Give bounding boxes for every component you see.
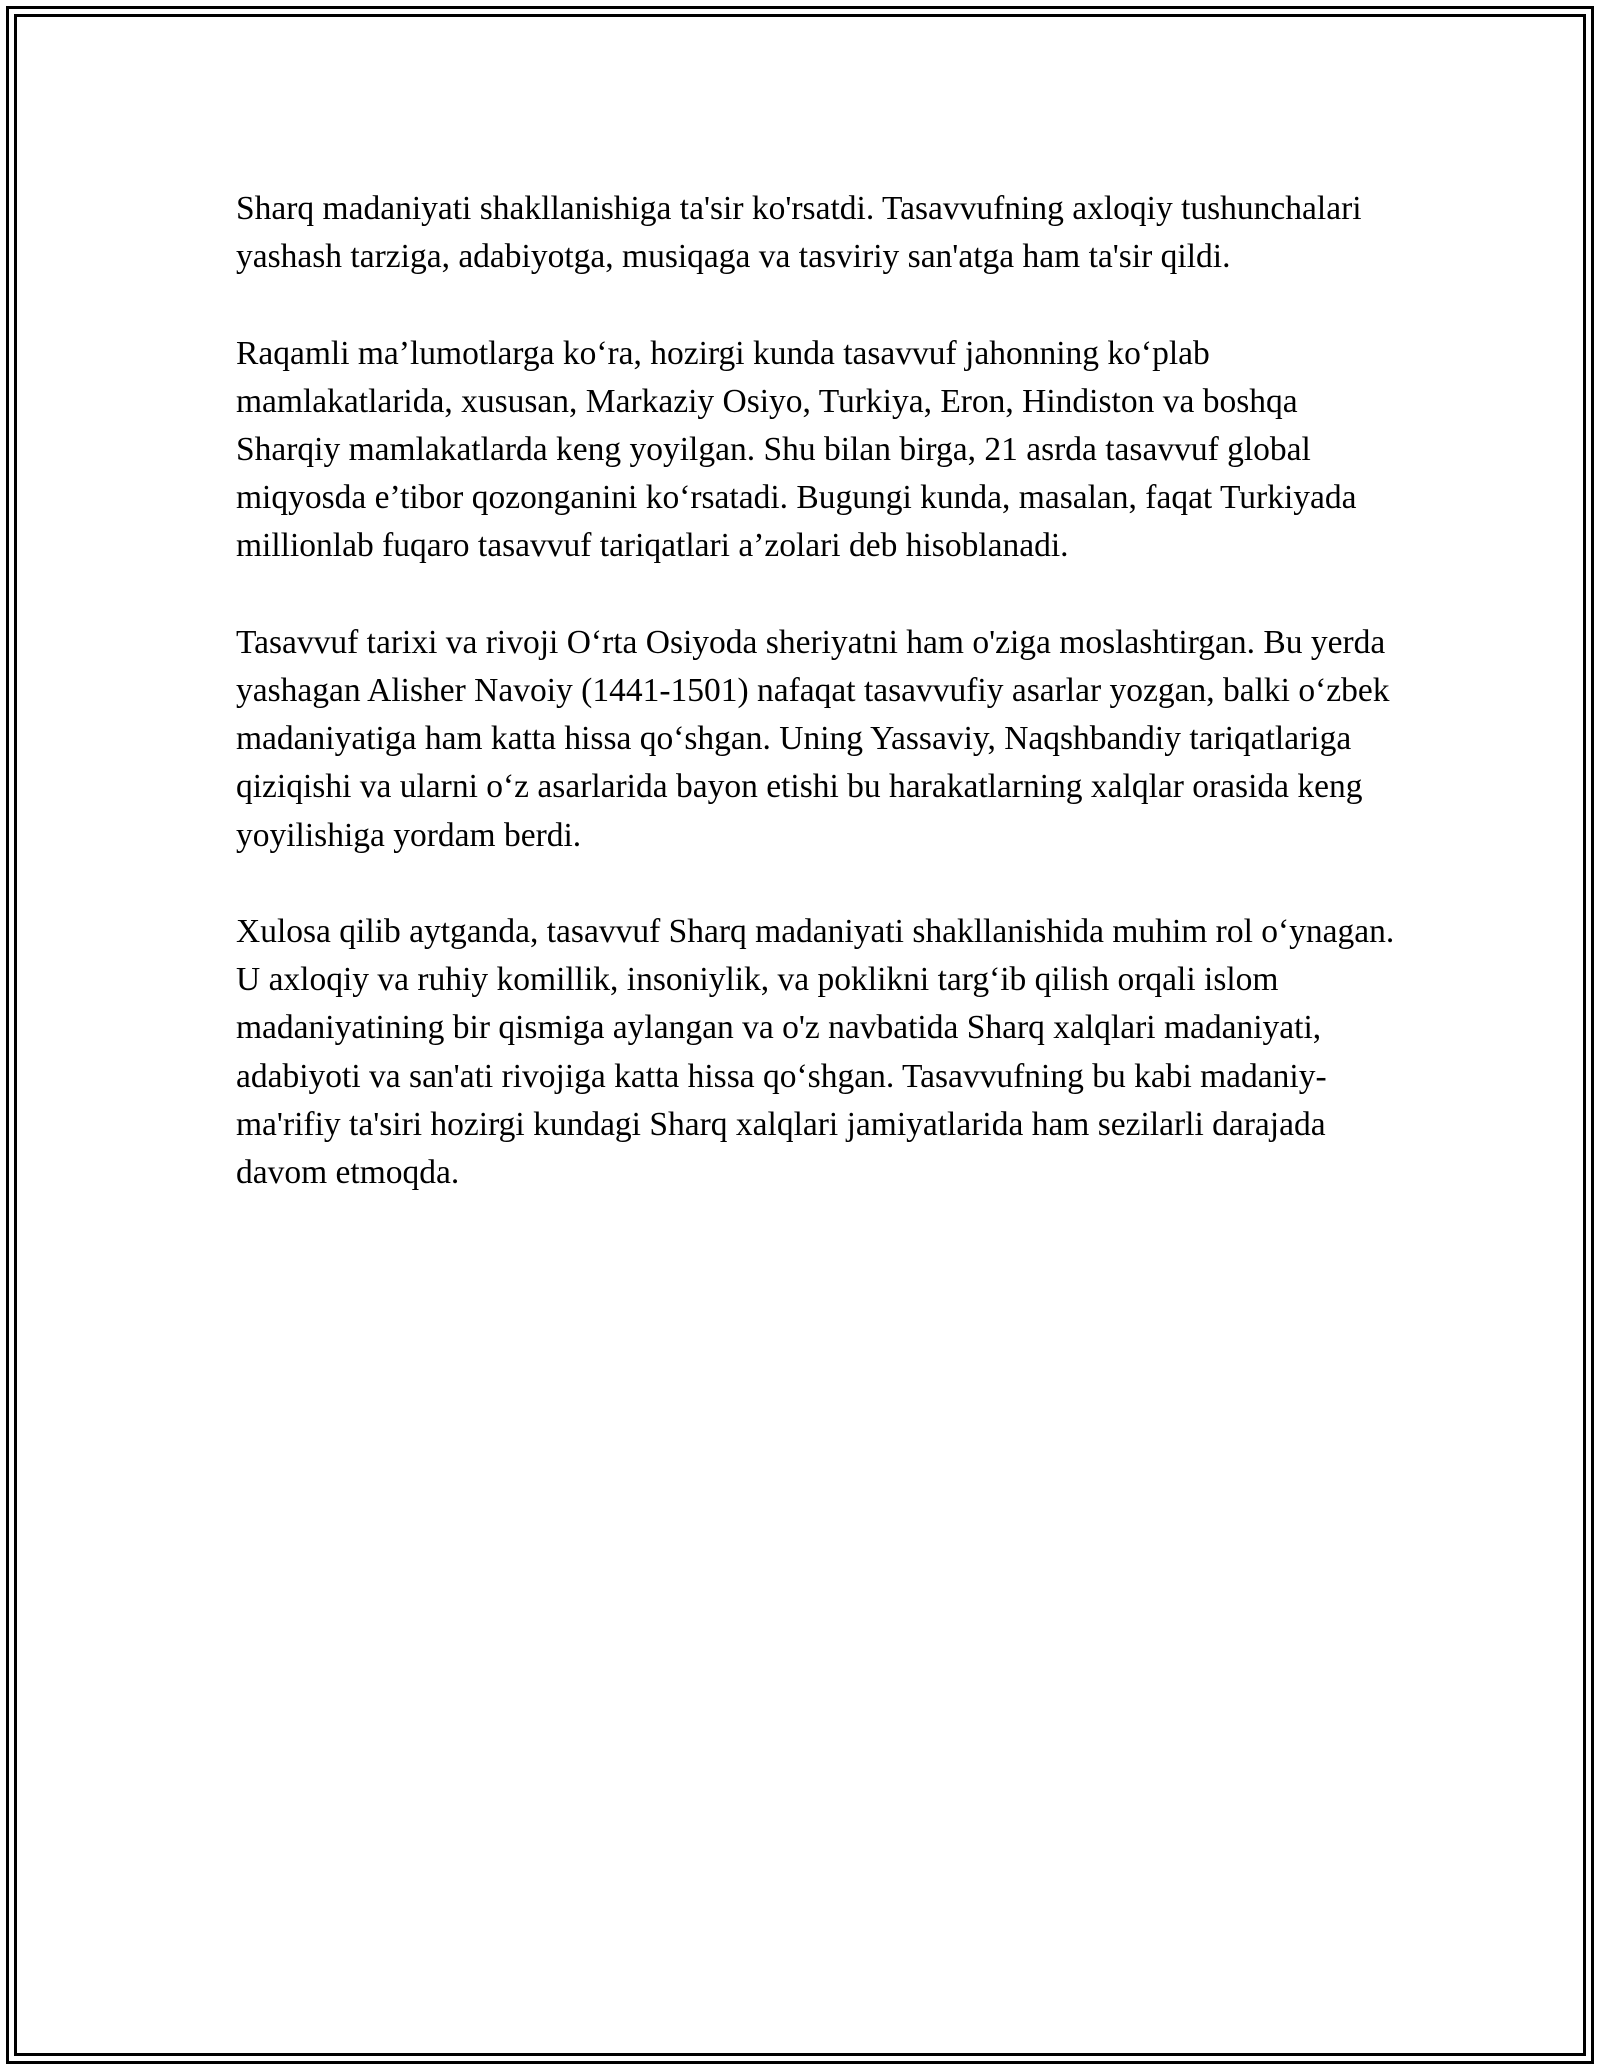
paragraph-2: Raqamli ma’lumotlarga ko‘ra, hozirgi kunda tasavvuf jahonning ko‘plab mamlakatlarida, xususan, Markaziy Osiyo, Turkiya, Eron, Hindiston va boshqa Sharqiy mamlakatlarda keng yoyilgan. Shu bilan birga, 21 asrda tasavvuf global miqyosda e’tibor qozonganini ko‘rsatadi. Bugungi kunda, masalan, faqat Turkiyada millionlab fuqaro tasavvuf tariqatlari a’zolari deb hisoblanadi. (236, 334, 1357, 565)
paragraph-4: Xulosa qilib aytganda, tasavvuf Sharq madaniyati shakllanishida muhim rol o‘ynagan. U axloqiy va ruhiy komillik, insoniylik, va poklikni targ‘ib qilish orqali islom madaniyatining bir qismiga aylangan va o'z navbatida Sharq xalqlari madaniyati, adabiyoti va san'ati rivojiga katta hissa qo‘shgan. Tasavvufning bu kabi madaniy-ma'rifiy ta'siri hozirgi kundagi Sharq xalqlari jamiyatlarida ham sezilarli darajada davom etmoqda. (236, 913, 1395, 1192)
paragraph-3: Tasavvuf tarixi va rivoji O‘rta Osiyoda sheriyatni ham o'ziga moslashtirgan. Bu yerda yashagan Alisher Navoiy (1441-1501) nafaqat tasavvufiy asarlar yozgan, balki o‘zbek madaniyatiga ham katta hissa qo‘shgan. Uning Yassaviy, Naqshbandiy tariqatlariga qiziqishi va ularni o‘z asarlarida bayon etishi bu harakatlarning xalqlar orasida keng yoyilishiga yordam berdi. (236, 623, 1390, 854)
document-body (236, 185, 1396, 1245)
paragraph-1: Sharq madaniyati shakllanishiga ta'sir ko'rsatdi. Tasavvufning axloqiy tushunchalari yashash tarziga, adabiyotga, musiqaga va tasviriy san'atga ham ta'sir qildi. (236, 190, 1362, 276)
